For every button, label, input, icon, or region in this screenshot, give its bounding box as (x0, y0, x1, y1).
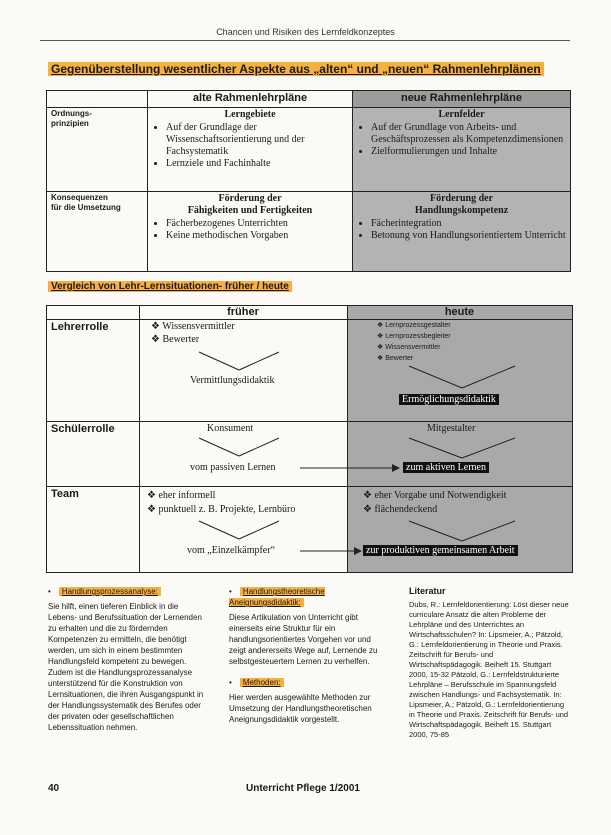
teacher-before-result: Vermittlungsdidaktik (190, 375, 275, 386)
list-item: • Zielformulierungen und Inhalte (371, 146, 566, 158)
list-item: • Lernziele und Fachinhalte (166, 158, 348, 170)
journal-title: Unterricht Pflege 1/2001 (246, 783, 360, 794)
col-today-header: heute (444, 306, 475, 318)
list-item: • Keine methodischen Vorgaben (166, 230, 348, 242)
team-today-1: ❖ eher Vorgabe und Notwendigkeit (363, 490, 507, 501)
old-consequences-head: Förderung der Fähigkeiten und Fertigkeiten (187, 193, 313, 216)
teacher-today-1: ❖ Lernprozessgestalter (377, 322, 451, 329)
col-old-header: alte Rahmenlehrpläne (148, 91, 353, 108)
student-before: Konsument (207, 423, 254, 434)
old-principles-cell (148, 108, 353, 192)
page-number: 40 (48, 783, 60, 794)
column2-heading: Handlungstheoretische Aneignungsdidaktik: (229, 587, 325, 607)
team-today-2: ❖ flächendeckend (363, 504, 438, 515)
row-team: Team (51, 488, 79, 500)
teacher-today-3: ❖ Wissensvermittler (377, 344, 441, 351)
converge-lines (407, 519, 517, 543)
converge-lines (197, 436, 281, 458)
column-process-analysis: • Handlungsprozessanalyse: Sie hilft, einen tieferen Einblick in die Lebens- und Berufssituation der Lernenden zu erhalten und die zu fördernden Kompetenzen zu ermitteln, die benötigt werden, um sich in einem bestimmten Handlungsfeld kompetent zu bewegen. Zudem ist die Handlungsprozessanalyse unterstützend für die Konstruktion von Lernsituationen, die ihren Ausgangspunkt in der Handlungssystematik des Berufes oder der privaten oder gesellschaftlichen Lebenssituation nehmen. (48, 586, 208, 733)
list-item: • Auf der Grundlage von Arbeits- und Geschäftsprozessen als Kompetenzdimensionen (371, 122, 566, 146)
teacher-before-1: ❖ Wissensvermittler (151, 321, 235, 332)
new-consequences-cell (353, 192, 571, 272)
row-label-principles: Ordnungs- prinzipien (47, 108, 148, 192)
teacher-today-result: Ermöglichungsdidaktik (399, 394, 499, 405)
team-today-result: zur produktiven gemeinsamen Arbeit (363, 545, 518, 556)
arrow-icon (300, 545, 362, 557)
col-new-header: neue Rahmenlehrpläne (353, 91, 571, 108)
literature-text: Dubs, R.: Lernfeldorientierung: Löst dieser neue curriculare Ansatz die alten Probleme der Lehrpläne und des Unterrichtes an Wirtschaftsschulen? In: Lipsmeier, A.; Pätzold, G.: Lernfeldorientierung in Theorie und Praxis. Zeitschrift für Berufs- und Wirtschaftspädagogik. Beiheft 15. Stuttgart 2000, 15-32 Pätzold, G.: Lernfeldstrukturierte Lehrpläne – Berufsschule im Spannungsfeld zwischen Handlungs- und Fachsystematik. In: Lipsmeier, A.; Pätzold, G.: Lernfeldorientierung in Theorie und Praxis. Zeitschrift für Berufs- und Wirtschaftspädagogik. Beiheft 15. Stuttgart 2000, 75-85 (409, 600, 569, 739)
list-item: • Fächerintegration (371, 218, 566, 230)
row-student: Schülerrolle (51, 423, 115, 435)
converge-lines (407, 436, 517, 460)
list-item: • Auf der Grundlage der Wissenschaftsorientierung und der Fachsystematik (166, 122, 348, 158)
converge-lines (197, 350, 281, 372)
team-before-result: vom „Einzelkämpfer“ (187, 545, 276, 556)
teacher-today-4: ❖ Bewerter (377, 355, 414, 362)
list-item: • Fächerbezogenes Unterrichten (166, 218, 348, 230)
running-head: Chancen und Risiken des Lernfeldkonzeptes (216, 27, 395, 37)
row-label-consequences: Konsequenzen für die Umsetzung (47, 192, 148, 272)
comparison-table (46, 90, 571, 272)
arrow-icon (300, 462, 400, 474)
new-consequences-head: Förderung der Handlungskompetenz (414, 193, 509, 216)
column1-heading: Handlungsprozessanalyse: (59, 587, 161, 596)
column2-text2: Hier werden ausgewählte Methoden zur Umsetzung der Handlungstheoretischen Aneignungsdidaktik vorgestellt. (229, 693, 372, 724)
teacher-before-2: ❖ Bewerter (151, 334, 200, 345)
student-today: Mitgestalter (427, 423, 476, 434)
row-teacher: Lehrerrolle (51, 321, 109, 333)
old-principles-head: Lerngebiete (224, 109, 276, 120)
header-rule (40, 40, 570, 41)
literature-heading: Literatur (409, 586, 446, 596)
team-before-2: ❖ punktuell z. B. Projekte, Lernbüro (147, 504, 296, 515)
student-before-result: vom passiven Lernen (190, 462, 276, 473)
section2-title: Vergleich von Lehr-Lernsituationen- früher / heute (48, 281, 292, 292)
old-consequences-cell (148, 192, 353, 272)
col-before-header: früher (227, 306, 259, 318)
section1-title: Gegenüberstellung wesentlicher Aspekte aus „alten“ und „neuen“ Rahmenlehrplänen (48, 62, 544, 76)
column-didactics: • Handlungstheoretische Aneignungsdidaktik: Diese Artikulation von Unterricht gibt einerseits eine Struktur für ein handlungsorientiertes Vorgehen vor und zeigt andererseits Wege auf, Lernende zu selbstgesteuertem Lernen zu verhelfen. • Methoden: Hier werden ausgewählte Methoden zur Umsetzung der Handlungstheoretischen Aneignungsdidaktik vorgestellt. (229, 586, 389, 725)
list-item: • Betonung von Handlungsorientiertem Unterricht (371, 230, 566, 242)
team-before-1: ❖ eher informell (147, 490, 216, 501)
new-principles-cell (353, 108, 571, 192)
teacher-today-2: ❖ Lernprozessbegleiter (377, 333, 451, 340)
student-today-result: zum aktiven Lernen (403, 462, 489, 473)
column1-text: Sie hilft, einen tieferen Einblick in die Lebens- und Berufssituation der Lernenden zu erhalten und die zu fördernden Kompetenzen zu ermitteln, die benötigt werden, um sich in einem bestimmten Handlungsfeld kompetent zu bewegen. Zudem ist die Handlungsprozessanalyse unterstützend für die Konstruktion von Lernsituationen, die ihren Ausgangspunkt in der Handlungssystematik des Berufes oder der privaten oder gesellschaftlichen Lebenssituation nehmen. (48, 602, 204, 732)
converge-lines (197, 519, 281, 541)
new-principles-head: Lernfelder (438, 109, 485, 120)
converge-lines (407, 364, 517, 390)
column2-text: Diese Artikulation von Unterricht gibt einerseits eine Struktur für ein handlungsorientiertes Vorgehen vor und zeigt andererseits Wege auf, Lernende zu selbstgesteuertem Lernen zu verhelfen. (229, 613, 378, 666)
column2-heading2: Methoden: (240, 678, 284, 687)
situations-table (46, 305, 573, 573)
column-literature (409, 586, 569, 740)
